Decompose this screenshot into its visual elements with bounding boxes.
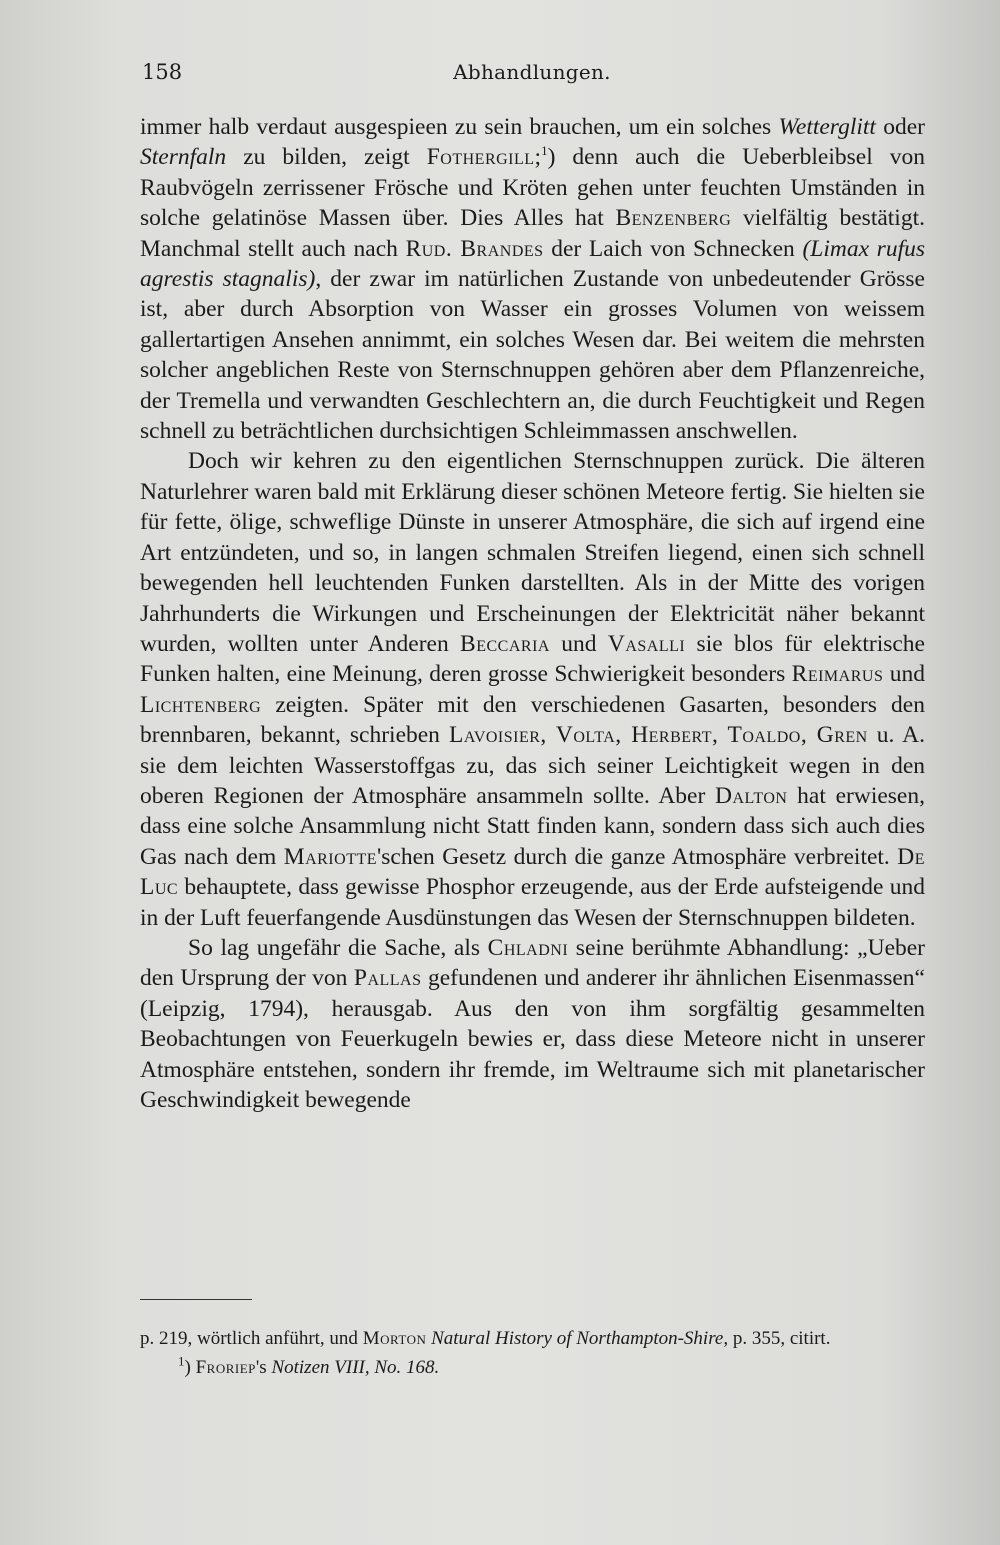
text-run: ) <box>184 1357 196 1378</box>
text-run: und <box>549 630 608 657</box>
text-run: behauptete, dass gewisse Phosphor erzeugende, aus der Erde aufsteigende und in der Luft feuerfangende Ausdünstungen das Wesen der Sternschnuppen bildeten. <box>140 874 925 931</box>
page-number: 158 <box>142 60 183 84</box>
page-header <box>142 60 922 90</box>
text-run: p. 355, citirt. <box>728 1328 831 1349</box>
italic-title: Natural History of Northampton-Shire, <box>431 1328 729 1349</box>
text-run: ) denn auch die Ueberbleibsel von Raubvögeln zerrissener Frösche und Kröten gehen unter feuchten Umständen in solche gelatinöse Massen über. Dies Alles hat <box>140 144 926 232</box>
text-run: So lag ungefähr die Sache, als <box>188 934 488 961</box>
text-run: immer halb verdaut ausgespieen zu sein brauchen, um ein solches <box>140 114 779 140</box>
text-run: hat erwiesen, dass eine solche Ansammlung nicht Statt finden kann, sondern dass sich auch dies Gas nach dem <box>140 782 925 870</box>
text-run: 'schen Gesetz durch die ganze Atmosphäre verbreitet. <box>377 843 898 870</box>
footnote-continuation <box>140 1326 920 1351</box>
text-run: p. 219, wörtlich anführt, und <box>140 1328 363 1349</box>
text-run: seine berühmte Abhandlung: „Ueber den Ursprung der von <box>140 934 926 992</box>
author-name: Lavoisier, Volta, Herbert, Toaldo, Gren <box>448 722 868 749</box>
author-name: Fothergill <box>426 144 535 171</box>
text-run: und <box>883 661 925 688</box>
author-name: Benzenberg <box>615 205 732 232</box>
text-run: , der zwar im natürlichen Zustande von unbedeutender Grösse ist, aber durch Absorption von Wasser ein grosses Volumen von weissem gallertartigen Ansehen annimmt, ein solches Wesen dar. Bei weitem die mehrsten solcher angeblichen Reste von Sternschnuppen gehören aber dem Pflanzenreiche, der Tremella und verwandten Geschlechtern an, die durch Feuchtigkeit und Regen schnell zu beträchtlichen durchsichtigen Schleimmassen anschwellen. <box>140 266 925 445</box>
author-name: Dalton <box>715 782 788 809</box>
text-run: zeigten. Später mit den verschiedenen Gasarten, besonders den brennbaren, bekannt, schrieben <box>140 691 925 749</box>
author-name: Chladni <box>487 934 569 961</box>
paragraph-2 <box>140 446 925 933</box>
italic-term: Sternfaln <box>140 144 227 171</box>
text-run: u. A. sie dem leichten Wasserstoffgas zu, das sich seiner Leichtigkeit wegen in den oberen Regionen der Atmosphäre ansammeln sollte. Aber <box>140 722 925 809</box>
paragraph-3 <box>140 933 925 1115</box>
italic-title: Notizen VIII, No. 168. <box>271 1357 440 1378</box>
footnotes <box>140 1326 920 1380</box>
author-name: Mariotte <box>283 843 378 870</box>
footnote-separator <box>140 1299 252 1300</box>
text-run: ; <box>534 144 542 171</box>
author-name: De Luc <box>140 843 925 901</box>
text-run: oder <box>875 114 925 140</box>
footnote-1 <box>140 1355 920 1380</box>
footnote-marker: 1 <box>541 143 548 159</box>
italic-term: (Limax rufus agrestis stagnalis) <box>140 235 925 293</box>
author-name: Beccaria <box>460 630 550 657</box>
author-name: Reimarus <box>791 661 884 688</box>
author-name: Pallas <box>353 965 422 992</box>
text-run: vielfältig bestätigt. Manchmal stellt auch nach <box>140 205 925 262</box>
running-title: Abhandlungen. <box>453 60 611 84</box>
italic-term: Wetterglitt <box>778 114 876 140</box>
text-run: zu bilden, zeigt <box>226 144 427 171</box>
text-run: der Laich von Schnecken <box>543 235 803 262</box>
text-run: 's <box>255 1357 272 1378</box>
author-name: Vasalli <box>607 630 686 657</box>
text-run: Doch wir kehren zu den eigentlichen Sternschnuppen zurück. Die älteren Naturlehrer waren bald mit Erklärung dieser schönen Meteore fertig. Sie hielten sie für fette, ölige, schweflige Dünste in unserer Atmosphäre, die sich auf irgend eine Art entzündeten, und so, in langen schmalen Streifen liegend, einen sich schnell bewegenden hell leuchtenden Funken darstellten. Als in der Mitte des vorigen Jahrhunderts die Wirkungen und Erscheinungen der Elektricität näher bekannt wurden, wollten unter Anderen <box>140 448 925 657</box>
text-run: sie blos für elektrische Funken halten, eine Meinung, deren grosse Schwierigkeit besonders <box>140 630 925 688</box>
author-name: Lichtenberg <box>140 691 262 718</box>
author-name: Morton <box>362 1328 427 1349</box>
footnote-number: 1 <box>178 1353 185 1369</box>
text-run: gefundenen und anderer ihr ähnlichen Eisenmassen“ (Leipzig, 1794), herausgab. Aus den von ihm sorgfältig gesammelten Beobachtungen von Feuerkugeln bewies er, dass diese Meteore nicht in unserer Atmosphäre entstehen, sondern ihr fremde, im Weltraume sich mit planetarischer Geschwindigkeit bewegende <box>140 965 925 1113</box>
author-name: Froriep <box>195 1357 256 1378</box>
author-name: Rud. Brandes <box>405 235 544 262</box>
main-text <box>140 112 925 1115</box>
paragraph-1 <box>140 112 925 446</box>
